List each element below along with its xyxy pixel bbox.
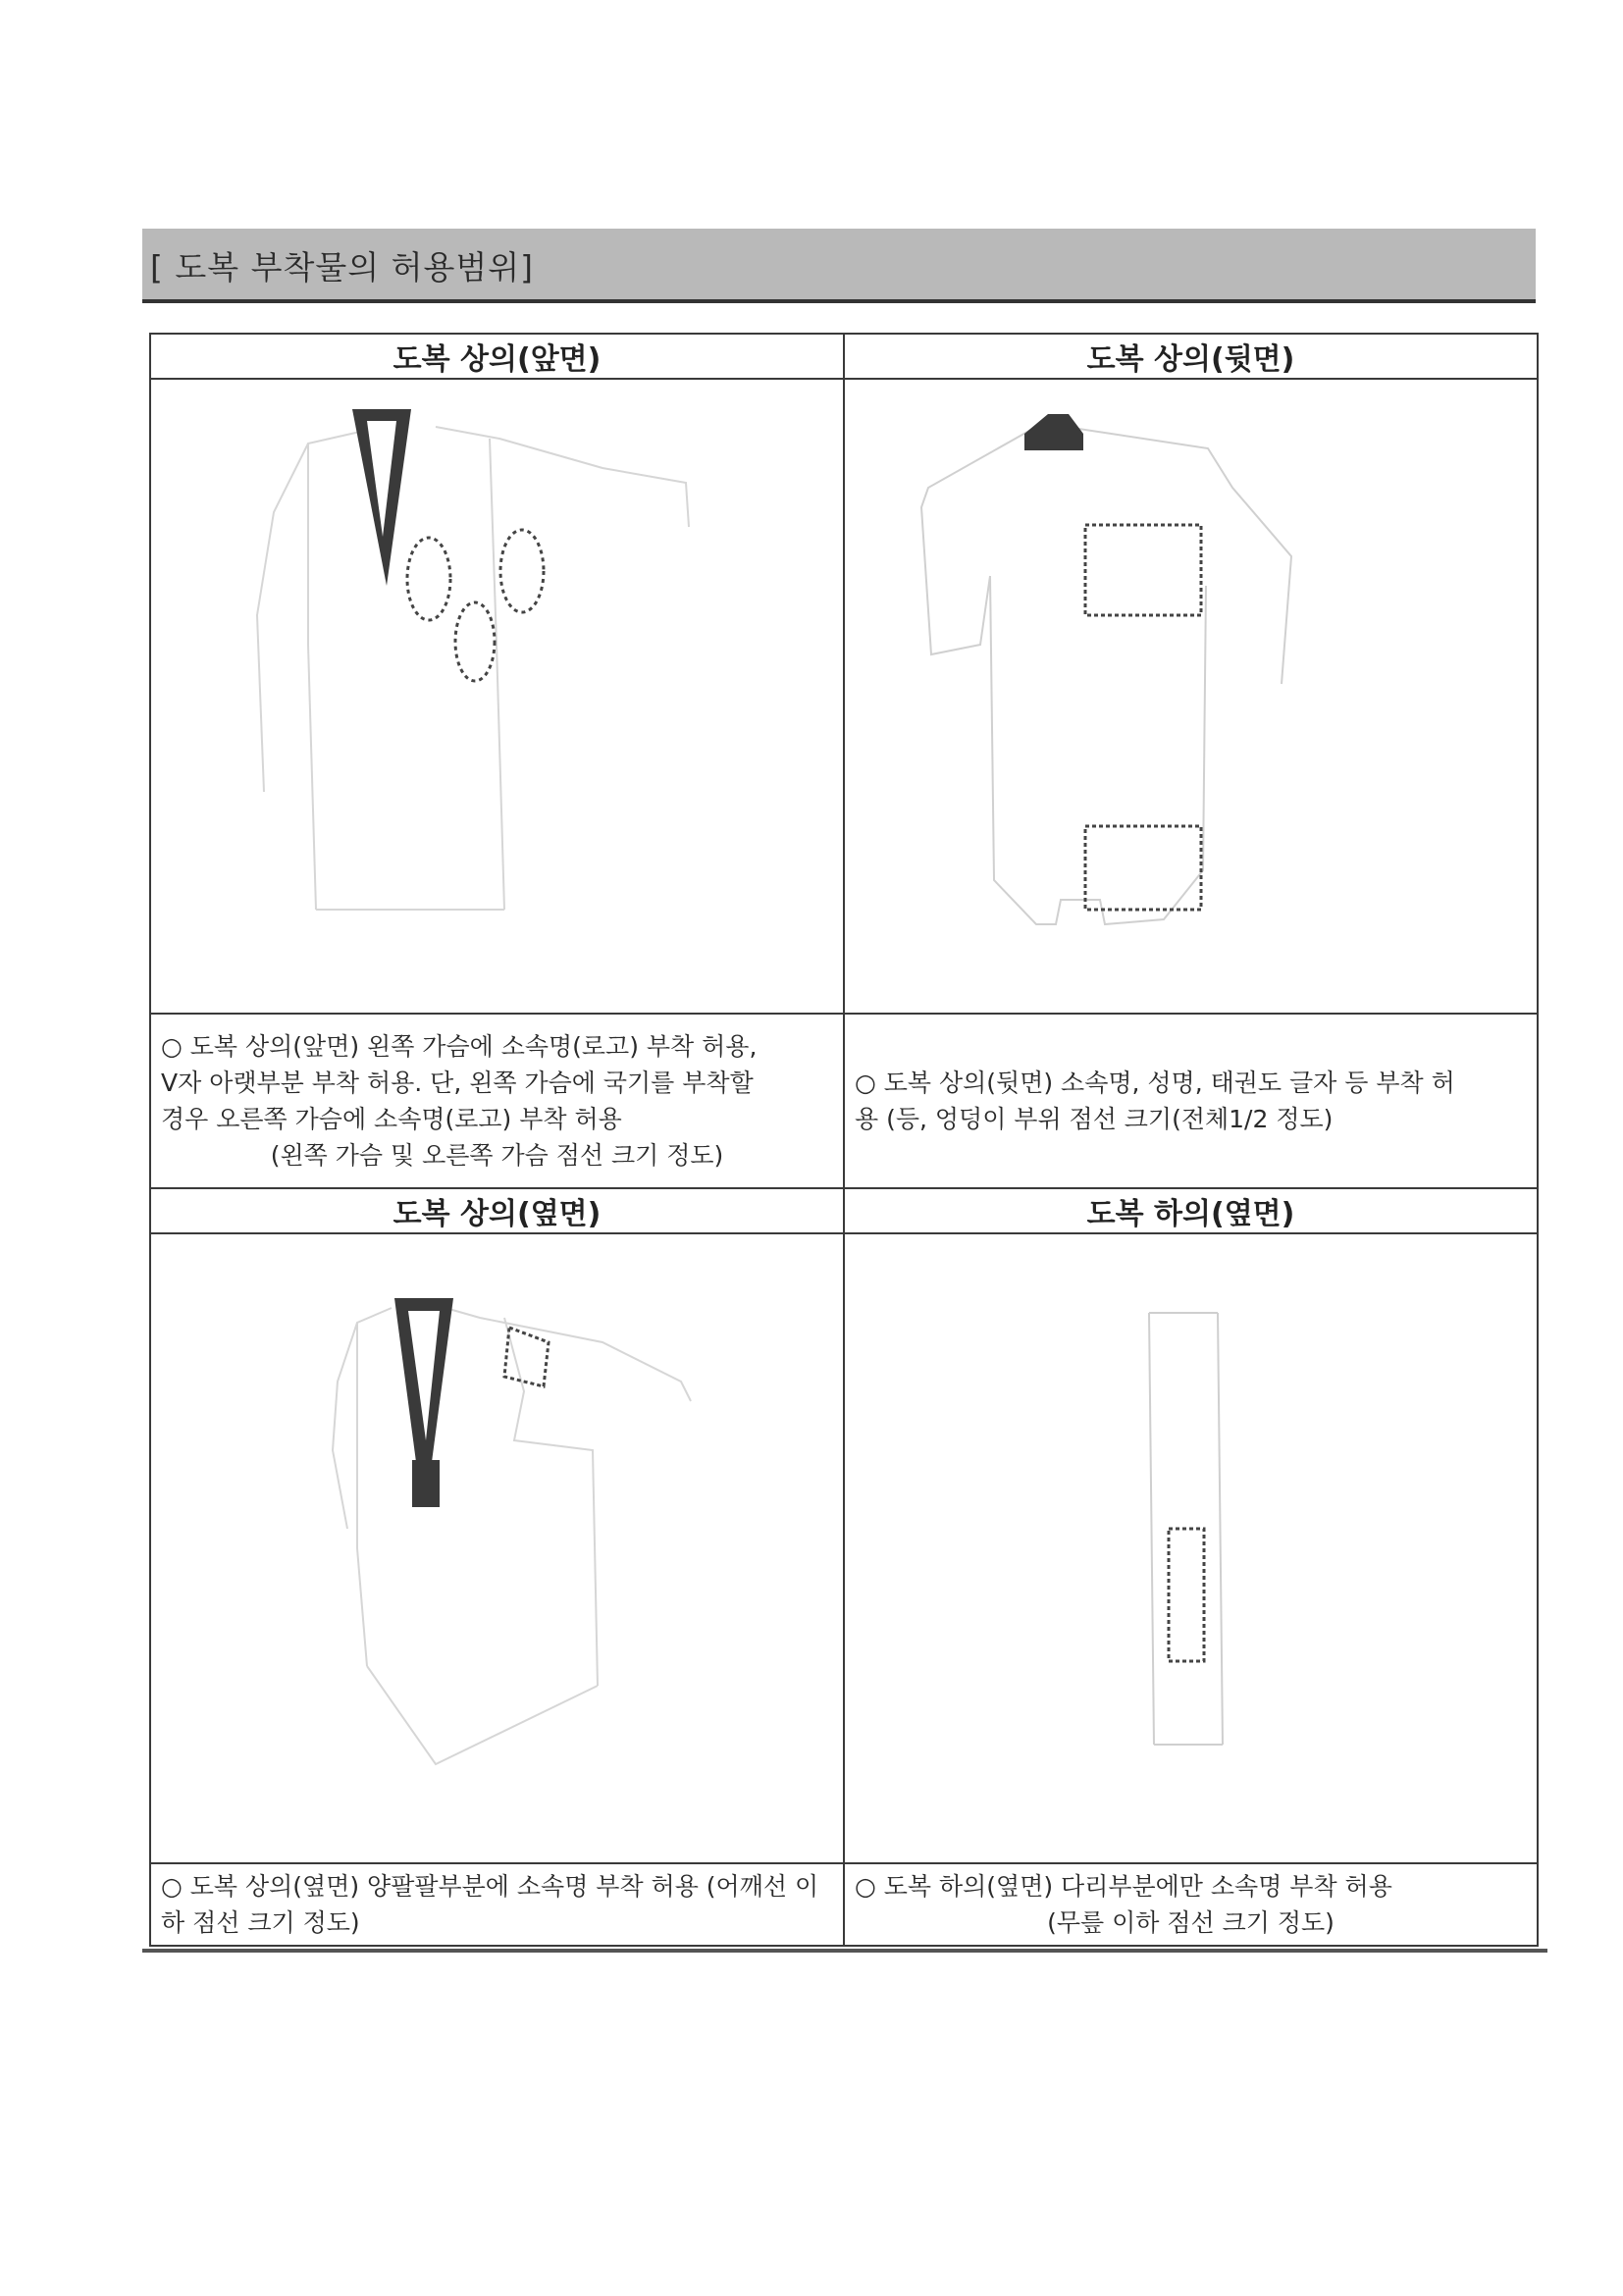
left-chest-dotted-area (407, 538, 450, 620)
side-upper-description (150, 1863, 844, 1946)
section-header-bar (142, 229, 1536, 303)
front-desc-line-4: (왼쪽 가슴 및 오른쪽 가슴 점선 크기 정도) (270, 1141, 724, 1170)
right-chest-dotted-area (500, 530, 544, 612)
leg-dotted-area (1169, 1529, 1204, 1661)
section-title: [ 도복 부착물의 허용범위] (150, 248, 534, 287)
front-desc-line-1: ○ 도복 상의(앞면) 왼쪽 가슴에 소속명(로고) 부착 허용, (161, 1032, 758, 1061)
hip-dotted-area (1085, 826, 1201, 910)
panel-title-front-upper: 도복 상의(앞면) (150, 334, 844, 379)
bottom-divider (142, 1949, 1547, 1953)
pants-desc-line-1: ○ 도복 하의(옆면) 다리부분에만 소속명 부착 허용 (855, 1872, 1392, 1901)
back-dotted-area (1085, 525, 1201, 615)
panel-title-side-upper: 도복 상의(옆면) (150, 1188, 844, 1233)
pants-desc-line-2: (무릎 이하 점선 크기 정도) (1047, 1908, 1335, 1937)
front-upper-illustration-cell (150, 379, 844, 1014)
side-uniform-illustration (151, 1234, 843, 1862)
front-desc-line-2: V자 아랫부분 부착 허용. 단, 왼쪽 가슴에 국기를 부착할 (161, 1069, 754, 1097)
side-lower-description (844, 1863, 1538, 1946)
belt-knot (412, 1460, 440, 1507)
back-upper-illustration-cell (844, 379, 1538, 1014)
back-collar (1024, 414, 1083, 450)
pants-side-illustration (845, 1234, 1537, 1862)
back-uniform-illustration (845, 380, 1537, 1013)
back-desc-line-2: 용 (등, 엉덩이 부위 점선 크기(전체1/2 정도) (855, 1105, 1334, 1133)
attachment-table (149, 333, 1539, 1947)
back-desc-line-1: ○ 도복 상의(뒷면) 소속명, 성명, 태권도 글자 등 부착 허 (855, 1069, 1455, 1097)
panel-title-side-lower: 도복 하의(옆면) (844, 1188, 1538, 1233)
back-upper-description (844, 1014, 1538, 1188)
side-lower-illustration-cell (844, 1233, 1538, 1863)
panel-title-back-upper: 도복 상의(뒷면) (844, 334, 1538, 379)
side-desc-line-1: ○ 도복 상의(옆면) 양팔팔부분에 소속명 부착 허용 (어깨선 이 (161, 1872, 819, 1901)
front-desc-line-3: 경우 오른쪽 가슴에 소속명(로고) 부착 허용 (161, 1105, 622, 1133)
arm-dotted-area (504, 1328, 549, 1386)
front-upper-description (150, 1014, 844, 1188)
side-upper-illustration-cell (150, 1233, 844, 1863)
front-uniform-illustration (151, 380, 843, 1013)
v-bottom-dotted-area (455, 602, 495, 681)
side-desc-line-2: 하 점선 크기 정도) (161, 1908, 360, 1937)
